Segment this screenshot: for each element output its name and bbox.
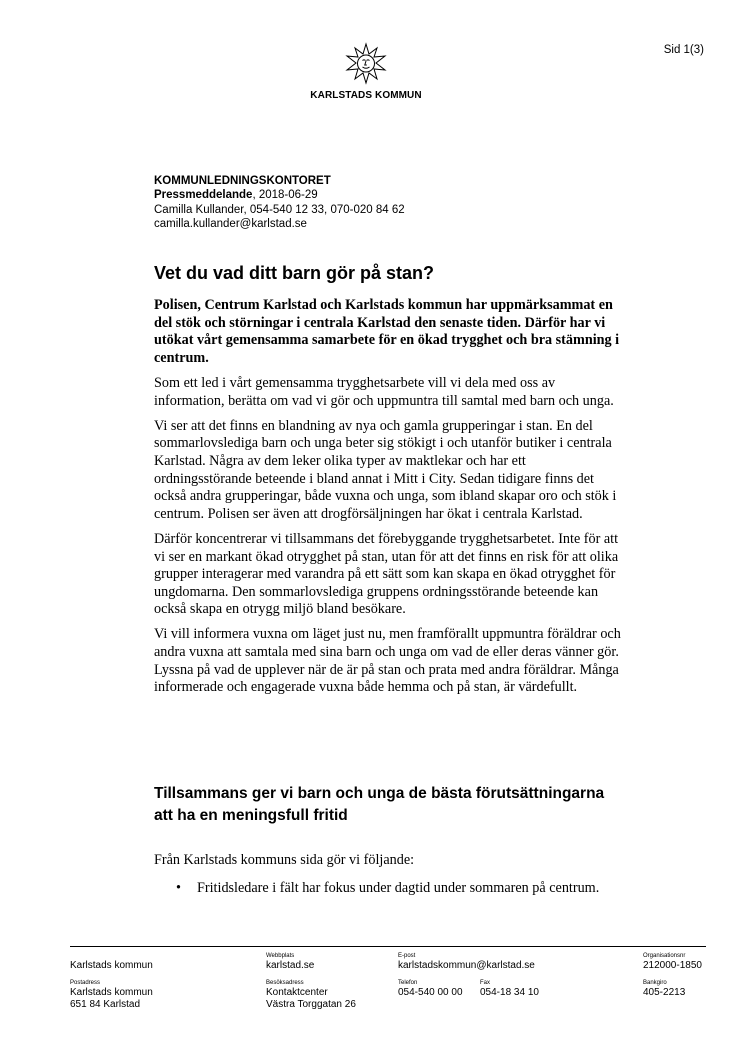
list-intro: Från Karlstads kommuns sida gör vi följande: <box>154 852 415 868</box>
footer-visit-label: Besöksadress <box>266 980 304 986</box>
contact-line: Camilla Kullander, 054-540 12 33, 070-020 84 62 <box>154 203 405 216</box>
footer-orgnr <box>643 953 702 972</box>
footer-email-value: karlstadskommun@karlstad.se <box>398 960 535 971</box>
footer-postal-line2: 651 84 Karlstad <box>70 998 141 1010</box>
footer-fax-value: 054-18 34 10 <box>480 987 539 998</box>
press-type-line <box>154 188 624 202</box>
footer-phone <box>398 980 463 999</box>
footer-email <box>398 953 535 972</box>
footer-visit-line1: Kontaktcenter <box>266 987 328 998</box>
footer-orgnr-label: Organisationsnr <box>643 953 686 959</box>
press-header <box>154 174 624 231</box>
article-paragraph: Därför koncentrerar vi tillsammans det förebyggande trygghetsarbetet. Inte för att vi ser en markant ökad otrygghet på stan, utan för att det finns en risk för att olika grupper interagerar med varandra på ett sätt som kan skapa en ökad otrygghet för ungdomarna. Den sommarlovslediga gruppens ordningsstörande beteende kan också skapa en otrygg miljö bland besökare. <box>154 530 619 618</box>
footer-org <box>70 953 153 972</box>
contact-email: camilla.kullander@karlstad.se <box>154 217 307 230</box>
footer-phone-value: 054-540 00 00 <box>398 987 463 998</box>
logo-wordmark: KARLSTADS KOMMUN <box>310 90 422 101</box>
footer-web <box>266 953 314 972</box>
footer-web-value: karlstad.se <box>266 960 315 971</box>
article-body <box>154 297 622 704</box>
footer-visit <box>266 980 356 1010</box>
section-subheading: Tillsammans ger vi barn och unga de bästa förutsättningarna att ha en meningsfull fritid <box>154 785 605 824</box>
action-list <box>154 880 624 898</box>
article-headline: Vet du vad ditt barn gör på stan? <box>154 263 435 283</box>
page-number: Sid 1(3) <box>663 44 704 56</box>
footer-email-label: E-post <box>398 953 416 959</box>
footer-divider <box>70 946 706 947</box>
footer-postal <box>70 980 153 1010</box>
footer-orgnr-value: 212000-1850 <box>643 960 702 971</box>
article-paragraph: Som ett led i vårt gemensamma trygghetsarbete vill vi dela med oss av information, berätta om vad vi gör och uppmuntra till samtal med barn och unga. <box>154 374 614 409</box>
footer-bankgiro <box>643 980 685 999</box>
article-lead: Polisen, Centrum Karlstad och Karlstads kommun har uppmärksammat en del stök och störningar i centrala Karlstad den senaste tiden. Därför har vi utökat vårt gemensamma samarbete för en ökad trygghet och bra stämning i centrum. <box>154 297 620 366</box>
footer-postal-label: Postadress <box>70 980 101 986</box>
footer-bankgiro-label: Bankgiro <box>643 980 667 986</box>
list-item <box>154 880 624 898</box>
article-paragraph: Vi vill informera vuxna om läget just nu, men framförallt uppmuntra föräldrar och andra vuxna att samtala med sina barn och unga om vad de eller deras vänner gör. Lyssna på vad de upplever när de är på stan och prata med andra föräldrar. Många informerade och engagerade vuxna både hemma och på stan, är värdefullt. <box>154 626 621 696</box>
article-paragraph: Vi ser att det finns en blandning av nya och gamla grupperingar i stan. En del sommarlovslediga barn och unga beter sig stökigt i och utanför butiker i centrala Karlstad. Några av dem leker olika typer av maktlekar och har ett ordningsstörande beteende i bland annat i Mitt i City. Sedan tidigare finns det också andra grupperingar, både vuxna och unga, som ibland skapar oro och stök i centrum. Polisen ser även att drogförsäljningen har ökat i centrala Karlstad. <box>154 417 617 522</box>
footer-fax <box>480 980 539 999</box>
footer-visit-line2: Västra Torggatan 26 <box>266 998 356 1010</box>
office-name: KOMMUNLEDNINGSKONTORET <box>154 175 331 187</box>
sun-face-icon <box>343 42 389 88</box>
press-type-label: Pressmeddelande <box>154 189 253 202</box>
footer-web-label: Webbplats <box>266 953 295 959</box>
footer-phone-label: Telefon <box>398 980 418 986</box>
footer-bankgiro-value: 405-2213 <box>643 987 686 998</box>
bullet-icon: • <box>176 880 181 896</box>
press-date: , 2018-06-29 <box>252 189 318 202</box>
footer-fax-label: Fax <box>480 980 491 986</box>
list-item-text: Fritidsledare i fält har fokus under dagtid under sommaren på centrum. <box>197 880 600 896</box>
footer-org-name: Karlstads kommun <box>70 960 153 971</box>
footer-postal-line1: Karlstads kommun <box>70 987 153 998</box>
municipality-logo <box>300 42 432 101</box>
